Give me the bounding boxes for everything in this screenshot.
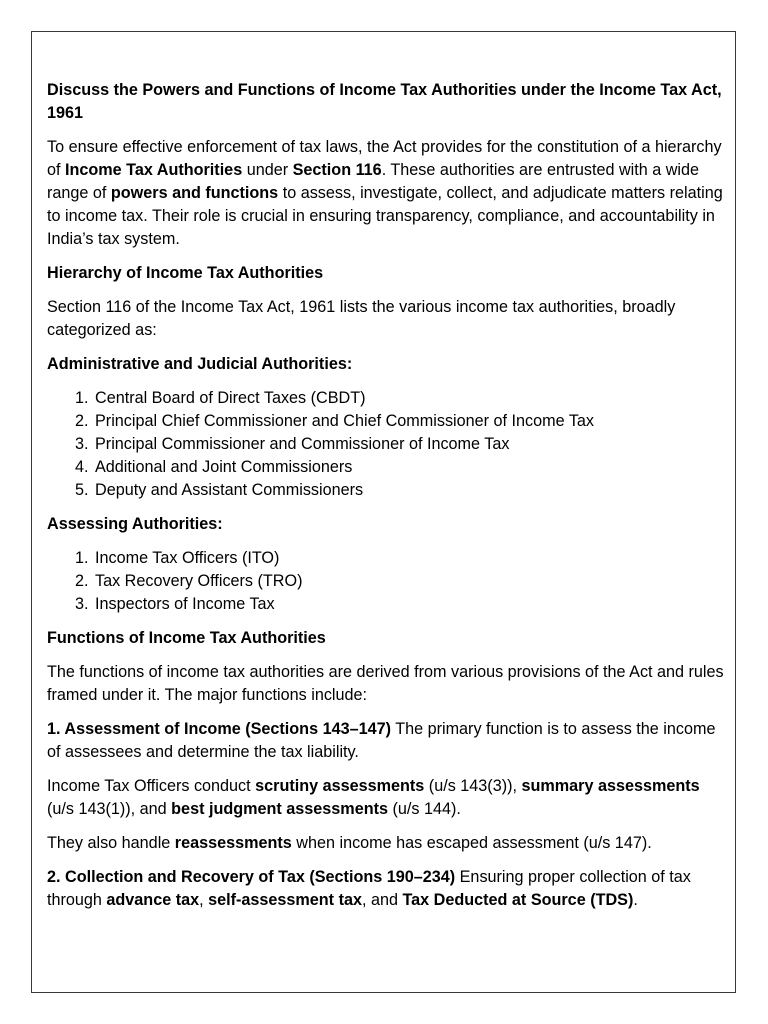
assessment-heading: 1. Assessment of Income (Sections 143–147) [47, 720, 391, 738]
text-span: (u/s 143(3)), [424, 777, 522, 795]
text-span: To ensure effective enforcement of tax laws, the Act provides for the constitution of a hierarchy of [47, 138, 722, 179]
bold-span: powers and functions [110, 184, 279, 202]
list-item: 1. Central Board of Direct Taxes (CBDT) [93, 387, 727, 410]
assessment-paragraph [47, 718, 727, 764]
list-item: 4. Additional and Joint Commissioners [93, 456, 727, 479]
assessing-list [47, 547, 727, 616]
list-item: 2. Tax Recovery Officers (TRO) [93, 570, 727, 593]
document-title: Discuss the Powers and Functions of Income Tax Authorities under the Income Tax Act, 1961 [47, 81, 722, 122]
bold-span: advance tax [106, 891, 200, 909]
functions-paragraph: The functions of income tax authorities are derived from various provisions of the Act and rules framed under it. The major functions include: [47, 663, 724, 704]
admin-heading: Administrative and Judicial Authorities: [47, 355, 353, 373]
document-content [47, 79, 727, 923]
text-span: The primary function is to assess the income of assessees and determine the tax liability. [47, 720, 716, 761]
assessing-heading: Assessing Authorities: [47, 515, 223, 533]
text-span: Ensuring proper collection of tax through [47, 868, 691, 909]
list-item: 1. Income Tax Officers (ITO) [93, 547, 727, 570]
list-item: 3. Principal Commissioner and Commissioner of Income Tax [93, 433, 727, 456]
bold-span: Tax Deducted at Source (TDS) [402, 891, 634, 909]
text-span: when income has escaped assessment (u/s 147). [291, 834, 652, 852]
text-span: , [199, 891, 209, 909]
text-span: They also handle [47, 834, 175, 852]
list-item: 5. Deputy and Assistant Commissioners [93, 479, 727, 502]
bold-span: reassessments [174, 834, 292, 852]
collection-paragraph [47, 866, 727, 912]
text-span: . [633, 891, 638, 909]
reassessment-paragraph [47, 832, 727, 855]
list-item: 2. Principal Chief Commissioner and Chief Commissioner of Income Tax [93, 410, 727, 433]
text-span: under [242, 161, 293, 179]
hierarchy-paragraph: Section 116 of the Income Tax Act, 1961 lists the various income tax authorities, broadly categorized as: [47, 298, 676, 339]
text-span: , and [361, 891, 403, 909]
bold-span: Income Tax Authorities [65, 161, 243, 179]
bold-span: scrutiny assessments [255, 777, 425, 795]
collection-heading: 2. Collection and Recovery of Tax (Sections 190–234) [47, 868, 456, 886]
hierarchy-heading: Hierarchy of Income Tax Authorities [47, 264, 324, 282]
bold-span: best judgment assessments [171, 800, 388, 818]
intro-paragraph [47, 136, 727, 251]
bold-span: Section 116 [292, 161, 382, 179]
list-item: 3. Inspectors of Income Tax [93, 593, 727, 616]
text-span: Income Tax Officers conduct [47, 777, 256, 795]
admin-list [47, 387, 727, 502]
text-span: (u/s 143(1)), and [47, 800, 172, 818]
functions-heading: Functions of Income Tax Authorities [47, 629, 326, 647]
text-span: . These authorities are entrusted with a wide range of [47, 161, 700, 202]
document-page [31, 31, 736, 993]
text-span: (u/s 144). [387, 800, 461, 818]
text-span: to assess, investigate, collect, and adjudicate matters relating to income tax. Their role is crucial in ensuring transparency, compliance, and accountability in India’s tax system. [47, 184, 723, 248]
assessment-types-paragraph [47, 775, 727, 821]
bold-span: summary assessments [521, 777, 700, 795]
bold-span: self-assessment tax [208, 891, 362, 909]
